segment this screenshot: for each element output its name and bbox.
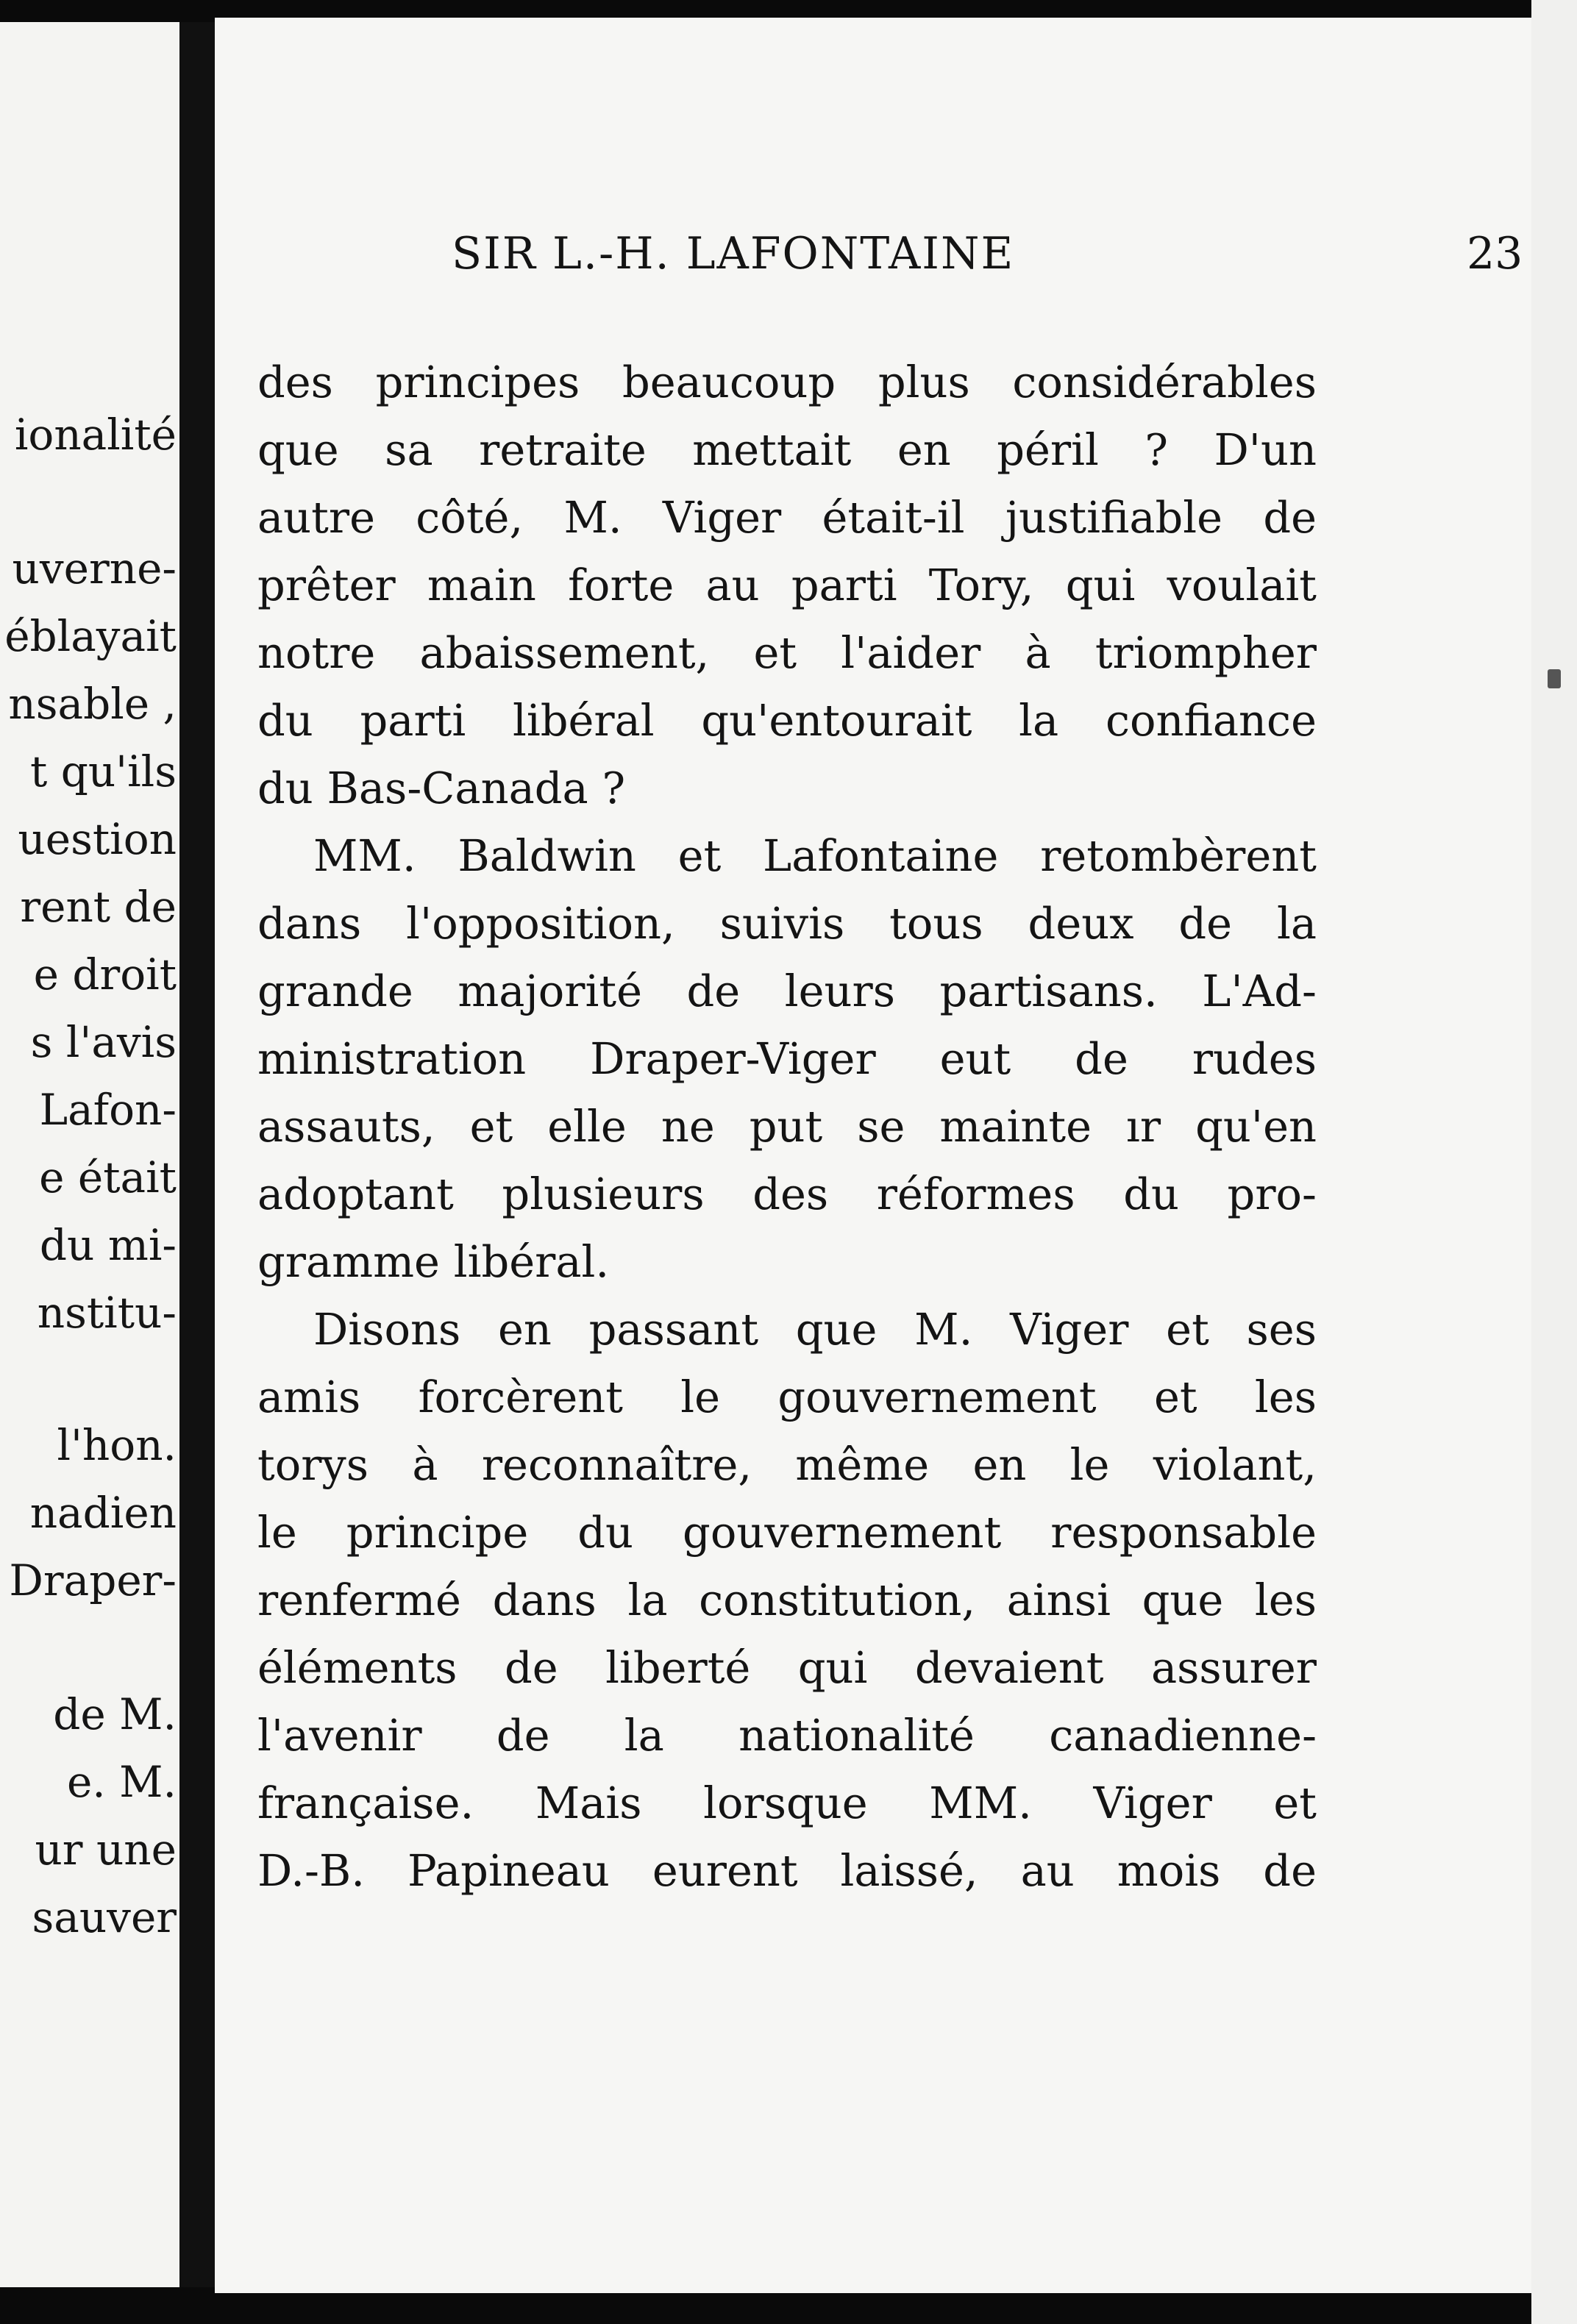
body-line: renfermé dans la constitution, ainsi que les: [257, 1575, 1317, 1625]
body-line: des principes beaucoup plus considérables: [257, 357, 1317, 407]
body-line: ministration Draper-Viger eut de rudes: [257, 1033, 1317, 1084]
left-page-line: e droit: [33, 949, 177, 999]
right-page: [215, 18, 1531, 2293]
body-line: éléments de liberté qui devaient assurer: [257, 1642, 1317, 1693]
page-number: 23: [1467, 228, 1523, 279]
scan-speck: [1548, 669, 1561, 688]
body-line: MM. Baldwin et Lafontaine retombèrent: [313, 830, 1317, 881]
left-page-line: l'hon.: [57, 1420, 177, 1470]
left-page-line: uestion: [18, 814, 177, 864]
left-page-line: ionalité: [14, 410, 177, 460]
body-line: française. Mais lorsque MM. Viger et: [257, 1778, 1317, 1828]
left-page-line: t qu'ils: [29, 746, 177, 796]
left-page-line: de M.: [53, 1689, 177, 1739]
left-page-line: uverne-: [12, 543, 177, 594]
body-line: Disons en passant que M. Viger et ses: [313, 1304, 1317, 1355]
body-line: gramme libéral.: [257, 1236, 610, 1287]
left-page-line: nadien: [29, 1488, 177, 1538]
body-text: [257, 349, 1317, 1905]
body-line: dans l'opposition, suivis tous deux de la: [257, 898, 1317, 949]
left-facing-page: [0, 22, 182, 2287]
body-line: autre côté, M. Viger était-il justifiable de: [257, 492, 1317, 543]
body-line: prêter main forte au parti Tory, qui voulait: [257, 560, 1317, 610]
body-line: que sa retraite mettait en péril ? D'un: [257, 424, 1317, 475]
left-page-line: s l'avis: [30, 1017, 177, 1067]
left-page-line: éblayait: [4, 611, 177, 661]
left-page-line: du mi-: [39, 1220, 177, 1270]
body-line: du parti libéral qu'entourait la confiance: [257, 695, 1317, 746]
body-line: torys à reconnaître, même en le violant,: [257, 1439, 1317, 1490]
left-page-line: e était: [39, 1152, 177, 1202]
left-page-line: sauver: [32, 1892, 177, 1942]
body-line: le principe du gouvernement responsable: [257, 1507, 1317, 1558]
scanner-edge: [1531, 0, 1577, 2324]
body-line: du Bas-Canada ?: [257, 763, 626, 813]
body-line: D.-B. Papineau eurent laissé, au mois de: [257, 1845, 1317, 1896]
left-page-line: nsable ,: [8, 679, 177, 729]
body-line: adoptant plusieurs des réformes du pro-: [257, 1169, 1317, 1219]
body-line: amis forcèrent le gouvernement et les: [257, 1372, 1317, 1422]
running-title: SIR L.-H. LAFONTAINE: [452, 228, 1015, 279]
running-header: [452, 228, 1523, 287]
body-line: notre abaissement, et l'aider à triompher: [257, 627, 1317, 678]
left-page-line: rent de: [20, 882, 177, 932]
body-line: l'avenir de la nationalité canadienne-: [257, 1710, 1317, 1761]
left-page-line: e. M.: [66, 1757, 177, 1807]
left-page-line: Lafon-: [39, 1085, 177, 1135]
left-page-line: nstitu-: [37, 1288, 177, 1338]
left-page-line: ur une: [35, 1825, 177, 1875]
left-page-line: Draper-: [9, 1555, 177, 1605]
body-line: assauts, et elle ne put se mainte ır qu'en: [257, 1101, 1317, 1152]
body-line: grande majorité de leurs partisans. L'Ad-: [257, 966, 1317, 1016]
